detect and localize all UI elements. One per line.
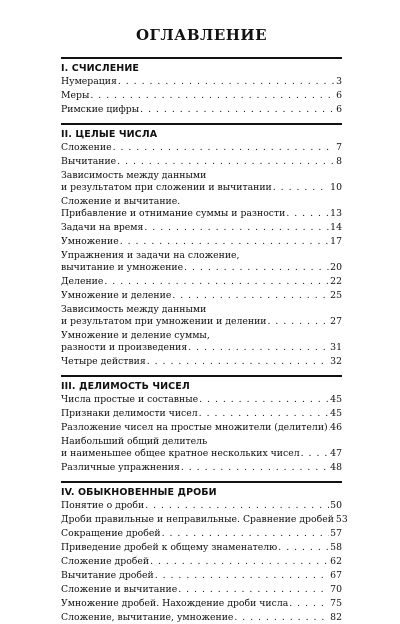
entry-title: Меры	[61, 90, 90, 101]
entry-title: Четыре действия	[61, 356, 146, 367]
entry-row	[61, 316, 342, 328]
section-heading: I. СЧИСЛЕНИЕ	[61, 63, 139, 74]
toc-entry[interactable]	[61, 104, 342, 116]
dot-leader	[289, 598, 329, 610]
entry-title-line: Сложение и вычитание.	[61, 196, 181, 207]
entry-title: Умножение дробей. Нахождение дроби числа	[61, 598, 289, 609]
page-number: 47	[330, 448, 342, 459]
page-number: 46	[330, 422, 342, 433]
toc-entry[interactable]	[61, 330, 342, 354]
toc-entry[interactable]	[61, 356, 342, 368]
toc-section	[61, 481, 348, 624]
page-number: 25	[330, 290, 342, 301]
entry-list	[61, 500, 348, 624]
dot-leader	[144, 222, 329, 234]
page-number: 3	[336, 76, 342, 87]
page-number: 31	[330, 342, 342, 353]
dot-leader	[286, 208, 329, 220]
entry-title-line: Упражнения и задачи на сложение,	[61, 250, 240, 261]
entry-title: Нумерация	[61, 76, 117, 87]
entry-title: Числа простые и составные	[61, 394, 199, 405]
entry-row	[61, 208, 342, 220]
entry-row	[61, 262, 342, 274]
toc-entry[interactable]	[61, 528, 342, 540]
toc-entry[interactable]	[61, 570, 342, 582]
entry-title: Римские цифры	[61, 104, 140, 115]
toc-entry[interactable]	[61, 196, 342, 220]
dot-leader	[178, 584, 329, 596]
toc-entry[interactable]	[61, 222, 342, 234]
entry-title-line: Зависимость между данными	[61, 170, 207, 181]
page-number: 6	[336, 90, 342, 101]
entry-title: Приведение дробей к общему знаменателю	[61, 542, 278, 553]
dot-leader	[155, 570, 329, 582]
entry-title: Сложение, вычитание, умножение	[61, 612, 234, 623]
entry-title: и наименьшее общее кратное нескольких чисел	[61, 448, 300, 459]
entry-title: Умножение	[61, 236, 119, 247]
dot-leader	[188, 342, 329, 354]
entry-title: Понятие о дроби	[61, 500, 145, 511]
dot-leader	[113, 142, 336, 154]
toc-entry[interactable]	[61, 290, 342, 302]
dot-leader	[301, 448, 330, 460]
entry-title: Вычитание дробей	[61, 570, 154, 581]
page-number: 67	[330, 570, 342, 581]
dot-leader	[104, 276, 329, 288]
dot-leader	[117, 156, 335, 168]
dot-leader	[140, 104, 335, 116]
dot-leader	[184, 262, 329, 274]
toc-section	[61, 123, 342, 368]
entry-title: Сокращение дробей	[61, 528, 161, 539]
page-number: 8	[336, 156, 342, 167]
dot-leader	[181, 462, 329, 474]
page-number: 13	[330, 208, 342, 219]
entry-title-line: Умножение и деление суммы,	[61, 330, 210, 341]
dot-leader	[147, 356, 329, 368]
entry-row	[61, 342, 342, 354]
toc-entry[interactable]	[61, 250, 342, 274]
toc-entry[interactable]	[61, 556, 342, 568]
entry-title-line: Зависимость между данными	[61, 304, 207, 315]
toc-entry[interactable]	[61, 462, 342, 474]
entry-title: разности и произведения	[61, 342, 188, 353]
page-number: 17	[330, 236, 342, 247]
dot-leader	[273, 182, 329, 194]
entry-title-line: Наибольший общий делитель	[61, 436, 208, 447]
entry-list	[61, 76, 342, 116]
entry-list	[61, 142, 342, 368]
page-number: 7	[336, 142, 342, 153]
toc-entry[interactable]	[61, 170, 342, 194]
toc-entry[interactable]	[61, 584, 342, 596]
entry-title: Сложение	[61, 142, 112, 153]
toc-entry[interactable]	[61, 422, 342, 434]
toc-entry[interactable]	[61, 612, 342, 624]
dot-leader	[329, 422, 330, 434]
section-heading: IV. ОБЫКНОВЕННЫЕ ДРОБИ	[61, 487, 217, 498]
dot-leader	[268, 316, 330, 328]
toc-entry[interactable]	[61, 90, 342, 102]
dot-leader	[145, 500, 329, 512]
page-number: 22	[330, 276, 342, 287]
toc-entry[interactable]	[61, 598, 342, 610]
entry-title: Вычитание	[61, 156, 117, 167]
section-divider	[61, 375, 342, 377]
page-number: 32	[330, 356, 342, 367]
entry-title: Различные упражнения	[61, 462, 180, 473]
entry-title: и результатом при умножении и делении	[61, 316, 267, 327]
toc-entry[interactable]	[61, 500, 342, 512]
entry-row	[61, 182, 342, 194]
entry-title: Сложение дробей	[61, 556, 150, 567]
toc-section	[61, 375, 342, 474]
entry-title: Дроби правильные и неправильные. Сравнение дробей	[61, 514, 334, 525]
entry-title: Прибавление и отнимание суммы и разности	[61, 208, 286, 219]
dot-leader	[278, 542, 329, 554]
section-divider	[61, 123, 342, 125]
entry-title: Задачи на время	[61, 222, 144, 233]
section-heading: II. ЦЕЛЫЕ ЧИСЛА	[61, 129, 158, 140]
page-number: 62	[330, 556, 342, 567]
dot-leader	[199, 408, 330, 420]
dot-leader	[234, 612, 329, 624]
page-number: 20	[330, 262, 342, 273]
toc-entry[interactable]	[61, 542, 342, 554]
section-heading: III. ДЕЛИМОСТЬ ЧИСЕЛ	[61, 381, 190, 392]
page-number: 27	[330, 316, 342, 327]
toc-entry[interactable]	[61, 276, 342, 288]
page-number: 48	[330, 462, 342, 473]
page-number: 53	[335, 514, 348, 525]
toc-entry[interactable]	[61, 236, 342, 248]
section-divider	[61, 481, 342, 483]
page-number: 45	[330, 408, 342, 419]
toc-section	[61, 57, 342, 116]
dot-leader	[90, 90, 335, 102]
page-number: 70	[330, 584, 342, 595]
entry-title: Сложение и вычитание	[61, 584, 178, 595]
page-title: ОГЛАВЛЕНИЕ	[135, 26, 268, 44]
page-number: 6	[336, 104, 342, 115]
section-divider	[61, 57, 342, 59]
dot-leader	[118, 76, 335, 88]
entry-title: и результатом при сложении и вычитании	[61, 182, 272, 193]
entry-row	[61, 448, 342, 460]
entry-title: Разложение чисел на простые множители (делители)	[61, 422, 328, 433]
dot-leader	[199, 394, 329, 406]
toc-entry[interactable]	[61, 436, 342, 460]
entry-title: вычитание и умножение	[61, 262, 184, 273]
page-number: 10	[330, 182, 342, 193]
entry-list	[61, 394, 342, 474]
toc-entry[interactable]	[61, 142, 342, 154]
dot-leader	[162, 528, 330, 540]
toc-entry[interactable]	[61, 156, 342, 168]
toc-entry[interactable]	[61, 408, 342, 420]
entry-title: Умножение и деление	[61, 290, 172, 301]
entry-title: Деление	[61, 276, 104, 287]
dot-leader	[120, 236, 329, 248]
toc-entry[interactable]	[61, 394, 342, 406]
toc-sections	[61, 57, 348, 624]
page-number: 75	[330, 598, 342, 609]
page-number: 45	[330, 394, 342, 405]
toc-entry[interactable]	[61, 76, 342, 88]
page-number: 57	[330, 528, 342, 539]
dot-leader	[150, 556, 329, 568]
page-number: 50	[330, 500, 342, 511]
entry-title: Признаки делимости чисел	[61, 408, 198, 419]
dot-leader	[172, 290, 329, 302]
toc-entry[interactable]	[61, 514, 348, 526]
page-number: 58	[330, 542, 342, 553]
toc-entry[interactable]	[61, 304, 342, 328]
page-number: 14	[330, 222, 342, 233]
page-number: 82	[330, 612, 342, 623]
